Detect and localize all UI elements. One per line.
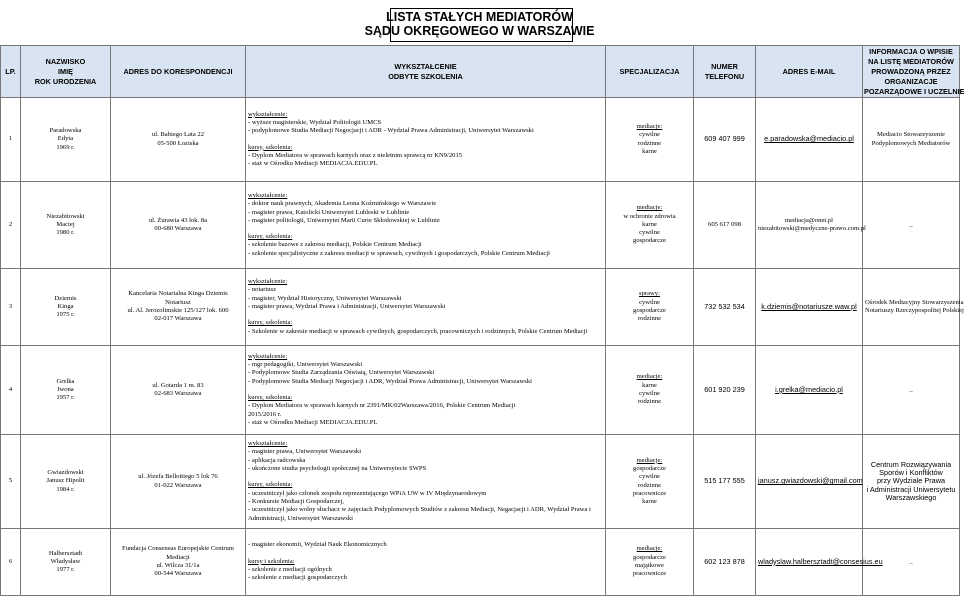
education-line: kursy, szkolenia: xyxy=(248,481,293,489)
education-line: - magister prawa, Katolicki Uniwersytet Lubleski w Lublinie xyxy=(248,208,410,216)
education-line: - szkolenie z mediacji ogólnych xyxy=(248,566,332,573)
name-line: Paradowska xyxy=(49,127,82,135)
education-line: - magister politologii, Uniwersytet Marii Curie Skłodowskiej w Lublinie xyxy=(248,216,440,224)
email-link[interactable]: k.dziemis@notariusze.waw.pl xyxy=(761,301,857,311)
education-line: - magister, Wydział Historyczny, Uniwersytet Warszawski xyxy=(248,294,402,302)
info-line: Podyplomowych Mediatorów xyxy=(871,139,951,147)
specialization-line: cywilne xyxy=(639,298,660,306)
cell-info xyxy=(863,98,960,182)
address-line: 05-500 Łoziska xyxy=(157,139,199,147)
education-line: - Podyplomowe Studia Zarządzania Oświatą, Uniwersytet Warszawski xyxy=(248,369,435,377)
name-line: Grelka xyxy=(56,377,75,385)
cell-email xyxy=(756,346,863,435)
info-line: przy Wydziale Prawa xyxy=(876,476,946,486)
cell-info xyxy=(863,182,960,269)
name-line: 1977 r. xyxy=(56,566,75,574)
cell-lp: 2 xyxy=(1,182,21,269)
education-line: wykształcenie: xyxy=(248,191,288,199)
header-name xyxy=(21,46,111,98)
header-info-line: POZARZĄDOWE I UCZELNIE xyxy=(864,86,965,96)
specialization-line: gospodarcze xyxy=(633,464,666,472)
info-line: _ xyxy=(909,385,913,393)
specialization-line: karne xyxy=(642,147,657,155)
cell-name xyxy=(21,529,111,596)
table-row xyxy=(1,269,960,346)
address-line: Fundacja Consensus Europejskie Centrum xyxy=(122,545,234,553)
header-address: ADRES DO KORESPONDENCJI xyxy=(111,46,246,98)
cell-phone: 605 617 098 xyxy=(694,182,756,269)
education-line: - Dyplom Mediatora w sprawach karnych nr 2391/MK/02Warszawa/2016, Polskie Centrum Mediacji xyxy=(248,402,516,410)
header-info-line: NA LISTĘ MEDIATORÓW xyxy=(868,56,954,66)
education-line: - staż w Ośrodku Mediacji MEDIACJA.EDU.PL xyxy=(248,160,378,168)
cell-lp: 1 xyxy=(1,98,21,182)
name-line: Władysław xyxy=(50,557,81,565)
specialization-line: cywilne xyxy=(639,131,660,139)
education-line: kursy i szkolenia: xyxy=(248,557,295,565)
address-line: 00-680 Warszawa xyxy=(154,225,202,232)
name-line: Maciej xyxy=(56,220,75,228)
header-lp: LP. xyxy=(1,46,21,98)
cell-lp: 5 xyxy=(1,435,21,529)
address-line: 01-022 Warszawa xyxy=(154,481,202,489)
email-link: niezabitowski@medyczne-prawo.com.pl xyxy=(758,225,866,232)
education-line: - magister prawa, Wydział Prawa i Administracji, Uniwersytet Warszawski xyxy=(248,303,446,310)
specialization-line: pracownicze xyxy=(632,570,667,578)
specialization-line: sprawy: xyxy=(639,290,660,298)
info-line: Ośrodek Mediacyjny Stowarzyszenia xyxy=(865,298,964,306)
cell-education xyxy=(246,269,606,346)
cell-address xyxy=(111,435,246,529)
spacer xyxy=(248,473,603,481)
education-line: - Dyplom Mediatora w sprawach karnych oraz z nieletnim sprawcą nr KN9/2015 xyxy=(248,151,463,159)
mediators-table xyxy=(0,45,965,596)
cell-phone: 732 532 534 xyxy=(694,269,756,346)
info-line: Sporów i Konfliktów xyxy=(879,468,943,478)
info-line: Mediacio Stowarzyszenie xyxy=(877,131,945,139)
address-line: Notariusz xyxy=(165,298,191,306)
education-line: - Szkolenie w zakresie mediacji w sprawach cywilnych, gospodarczych, pracowniczych i rodzinnych, Polskie Centrum Mediacji xyxy=(248,327,588,335)
header-name-line: IMIĘ xyxy=(58,66,73,76)
education-line: - szkolenie z mediacji gospodarczych xyxy=(248,574,347,582)
header-specialization: SPECJALIZACJA xyxy=(606,46,694,98)
name-line: 1980 r. xyxy=(56,229,75,237)
cell-name xyxy=(21,346,111,435)
specialization-line: cywilne xyxy=(639,229,660,237)
specialization-line: majątkowe xyxy=(635,562,664,569)
page-title xyxy=(0,10,959,38)
cell-email xyxy=(756,269,863,346)
header-name-line: ROK URODZENIA xyxy=(34,76,97,86)
specialization-line: gospodarcze xyxy=(633,553,666,561)
cell-specialization xyxy=(606,182,694,269)
cell-address xyxy=(111,182,246,269)
table-row xyxy=(1,529,960,596)
spacer xyxy=(248,311,603,319)
specialization-line: mediacje: xyxy=(636,456,663,464)
cell-education xyxy=(246,346,606,435)
specialization-line: gospodarcze xyxy=(633,237,666,245)
email-link[interactable]: i.grelka@mediacio.pl xyxy=(775,384,843,394)
name-line: 1975 r. xyxy=(56,311,75,319)
education-line: - staż w Ośrodku Mediacji MEDIACJA.EDU.PL xyxy=(248,418,378,426)
education-line: kursy, szkolenia: xyxy=(248,394,293,401)
info-line: _ xyxy=(909,557,913,565)
table-row xyxy=(1,346,960,435)
education-line: - Konkursie Mediacji Gospodarczej, xyxy=(248,497,344,505)
info-line: _ xyxy=(909,220,913,228)
cell-address xyxy=(111,529,246,596)
cell-phone: 609 407 999 xyxy=(694,98,756,182)
education-line: - szkolenie specjalistyczne z zakresu mediacji w sprawach, cywilnych i gospodarczych, Polskie Centrum Mediacji xyxy=(248,249,550,257)
cell-name xyxy=(21,435,111,529)
cell-education xyxy=(246,529,606,596)
specialization-line: mediacje: xyxy=(636,204,663,212)
address-line: ul. Babiego Lata 22 xyxy=(151,131,204,139)
cell-phone: 515 177 555 xyxy=(694,435,756,529)
header-info-line: INFORMACJA O WPISIE xyxy=(869,46,953,56)
cell-email xyxy=(756,98,863,182)
specialization-line: cywilne xyxy=(639,390,660,397)
name-line: Janusz Hipolit xyxy=(46,477,85,485)
education-line: kursy, szkolenia: xyxy=(248,319,293,327)
table-row xyxy=(1,182,960,269)
name-line: Halbersztadt xyxy=(48,549,83,557)
education-line: - podyplomowe Studia Mediacji Negocjacji i ADR - Wydział Prawa Administracji, Uniwersytet Warszawski xyxy=(248,127,534,135)
name-line: Dziemis xyxy=(54,294,77,302)
table-row xyxy=(1,98,960,182)
email-link[interactable]: wladyslaw.halbersztadt@consesius.eu xyxy=(758,556,883,566)
specialization-line: rodzinne xyxy=(637,315,662,323)
education-line: - szkolenie bazowe z zakresu mediacji, Polskie Centrum Mediacji xyxy=(248,241,422,249)
cell-specialization xyxy=(606,269,694,346)
cell-lp: 6 xyxy=(1,529,21,596)
header-education xyxy=(246,46,606,98)
info-line: i Administracji Uniwersytetu xyxy=(866,484,956,494)
address-line: ul. Józefa Bellottiego 5 lok 76 xyxy=(138,473,218,481)
header-education-line: WYKSZTAŁCENIE xyxy=(394,61,457,71)
spacer xyxy=(248,136,603,144)
header-phone-line: TELEFONU xyxy=(704,71,745,81)
specialization-line: cywilne xyxy=(639,473,660,481)
education-line: - aplikacja radcowska xyxy=(248,456,306,464)
header-education-line: ODBYTE SZKOLENIA xyxy=(388,71,463,81)
specialization-line: rodzinne xyxy=(637,481,662,489)
address-line: ul. Wilcza 31/1a xyxy=(156,562,200,569)
name-line: 1969 r. xyxy=(56,143,75,151)
name-line: Niezabitowski xyxy=(46,212,85,220)
cell-phone: 601 920 239 xyxy=(694,346,756,435)
name-line: 1984 r. xyxy=(56,485,75,493)
education-line: - uczestniczył jako wolny słuchacz w zajęciach Podyplomowych Studiów z zakresu Mediacji, Negacjacji i ADR, Wydział Prawa i Administracji, Uniwersytet Warszawski xyxy=(248,506,591,522)
address-line: 02-017 Warszawa xyxy=(154,315,202,323)
header-name-line: NAZWISKO xyxy=(45,56,86,66)
header-info xyxy=(863,46,965,98)
education-line: - mgr pedagogiki, Uniwersytet Warszawski xyxy=(248,361,363,369)
header-email: ADRES E-MAIL xyxy=(756,46,863,98)
name-line: Gwiazdowski xyxy=(47,469,84,477)
specialization-line: gospodarcze xyxy=(633,307,666,314)
education-line: 2015/2016 r. xyxy=(248,410,282,418)
cell-name xyxy=(21,182,111,269)
cell-info xyxy=(863,346,960,435)
education-line: - Podyplomowe Studia Mediacji Negocjacji i ADR, Wydział Prawa Administracji, Uniwersytet Warszawski xyxy=(248,377,532,385)
education-line: - doktor nauk prawnych, Akademia Leona Koźmińskiego w Warszawie xyxy=(248,200,437,208)
cell-address xyxy=(111,269,246,346)
cell-lp: 4 xyxy=(1,346,21,435)
cell-name xyxy=(21,98,111,182)
page-title-line1: LISTA STAŁYCH MEDIATORÓW xyxy=(386,10,573,24)
page-title-line2: SĄDU OKRĘGOWEGO W WARSZAWIE xyxy=(364,24,595,38)
table-row xyxy=(1,435,960,529)
cell-address xyxy=(111,346,246,435)
education-line: wykształcenie: xyxy=(248,440,288,448)
education-line: - magister ekonomii, Wydział Nauk Ekonomicznych xyxy=(248,541,387,549)
specialization-line: rodzinne xyxy=(637,139,662,147)
cell-lp: 3 xyxy=(1,269,21,346)
spacer xyxy=(248,225,603,233)
name-line: Iwona xyxy=(57,385,74,393)
cell-specialization xyxy=(606,346,694,435)
name-line: Edyta xyxy=(57,135,74,143)
name-line: Kinga xyxy=(57,302,74,310)
cell-specialization xyxy=(606,98,694,182)
cell-phone: 602 123 878 xyxy=(694,529,756,596)
cell-email xyxy=(756,182,866,269)
specialization-line: pracownicze xyxy=(632,489,667,497)
cell-education xyxy=(246,182,606,269)
education-line: - notariusz xyxy=(248,286,277,294)
cell-specialization xyxy=(606,529,694,596)
address-line: 00-544 Warszawa xyxy=(154,570,202,578)
cell-name xyxy=(21,269,111,346)
header-info-line: PROWADZONĄ PRZEZ xyxy=(871,66,951,76)
info-line: Centrum Rozwiązywania xyxy=(870,459,952,469)
spacer xyxy=(248,386,603,394)
specialization-line: karne xyxy=(642,498,657,506)
specialization-line: karne xyxy=(642,381,657,389)
education-line: wykształcenie: xyxy=(248,352,288,360)
info-line: Warszawskiego xyxy=(885,492,937,502)
address-line: ul. Gotarda 1 m. 83 xyxy=(152,381,204,389)
address-line: Kancelaria Notarialna Kinga Dziemis xyxy=(128,290,228,298)
education-line: - wyższe magisterskie, Wydział Politologii UMCS xyxy=(248,118,382,126)
education-line: wykształcenie: xyxy=(248,110,288,118)
specialization-line: w ochronie zdrowia xyxy=(623,212,676,220)
header-phone xyxy=(694,46,756,98)
specialization-line: rodzinne xyxy=(637,398,662,406)
cell-address xyxy=(111,98,246,182)
education-line: - uczestniczył jako członek zespołu reprezentującego WPiA UW w IV Międzynarodowym xyxy=(248,489,487,497)
specialization-line: karne xyxy=(642,220,657,228)
address-line: ul. Żurawia 43 lok. 8a xyxy=(148,216,208,224)
cell-email xyxy=(756,435,863,529)
education-line: kursy, szkolenia: xyxy=(248,143,293,151)
education-line: - ukończone studia psychologii społecznej na Uniwersytecie SWPS xyxy=(248,465,427,473)
address-line: 02-683 Warszawa xyxy=(154,390,202,397)
email-link: mediacja@onet.pl xyxy=(785,216,833,224)
specialization-line: mediacje: xyxy=(636,545,663,553)
email-link[interactable]: e.paradowska@mediacio.pl xyxy=(764,134,854,144)
address-line: ul. Al. Jerozolimskie 125/127 lok. 600 xyxy=(127,307,229,314)
address-line: Mediacji xyxy=(166,553,190,561)
education-line: kursy, szkolenia: xyxy=(248,233,293,241)
email-link[interactable]: janusz.gwiazdowski@gmail.com xyxy=(758,476,863,486)
header-phone-line: NUMER xyxy=(711,61,738,71)
cell-specialization xyxy=(606,435,694,529)
header-row xyxy=(1,46,960,98)
cell-education xyxy=(246,98,606,182)
info-line: Notariuszy Rzeczypospolitej Polskiej xyxy=(865,307,964,314)
cell-info xyxy=(863,269,964,346)
specialization-line: mediacje: xyxy=(636,122,663,130)
cell-info xyxy=(863,435,960,529)
education-line: wykształcenie: xyxy=(248,278,288,286)
specialization-line: mediacje: xyxy=(636,373,663,381)
cell-email xyxy=(756,529,883,596)
cell-education xyxy=(246,435,606,529)
name-line: 1957 r. xyxy=(56,394,75,402)
header-info-line: ORGANIZACJE xyxy=(884,76,938,86)
education-line: - magister prawa, Uniwersytet Warszawski xyxy=(248,448,362,456)
spacer xyxy=(248,550,603,558)
